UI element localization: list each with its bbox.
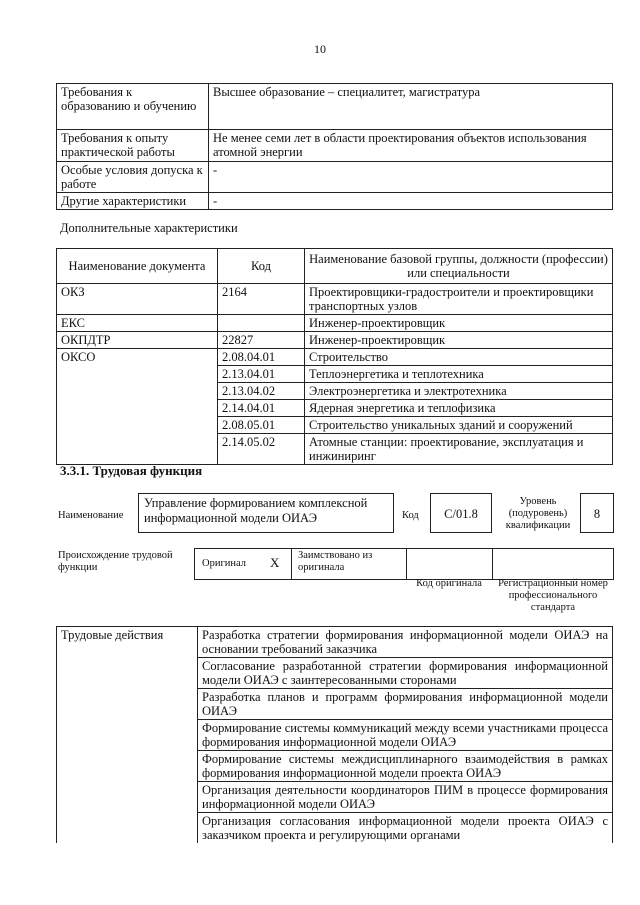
labour-actions-table (56, 626, 613, 843)
column-header: Наименование базовой группы, должности (профессии) или специальности (305, 249, 613, 284)
requirement-label: Особые условия допуска к работе (57, 162, 209, 193)
table-row (57, 315, 613, 332)
action-item: Разработка планов и программ формирования информационной модели ОИАЭ (198, 689, 613, 720)
name-cell: Ядерная энергетика и теплофизика (305, 400, 613, 417)
function-name-value: Управление формированием комплексной информационной модели ОИАЭ (144, 496, 368, 525)
code-label: Код (402, 510, 419, 521)
reg-number-label: Регистрационный номер профессионального стандарта (498, 578, 608, 613)
table-row (57, 84, 613, 130)
table-row (57, 349, 613, 366)
name-cell: Атомные станции: проектирование, эксплуатация и инжиниринг (305, 434, 613, 465)
name-cell: Теплоэнергетика и теплотехника (305, 366, 613, 383)
level-label: Уровень (подуровень) квалификации (505, 496, 571, 531)
table-row (57, 130, 613, 162)
code-original-box (406, 548, 492, 580)
function-heading: 3.3.1. Трудовая функция (60, 463, 203, 478)
requirement-label: Другие характеристики (57, 193, 209, 210)
additional-characteristics-table (56, 248, 613, 465)
function-code-value: C/01.8 (444, 507, 478, 521)
name-cell: Строительство (305, 349, 613, 366)
requirement-value: - (209, 193, 613, 210)
requirement-value: - (209, 162, 613, 193)
original-mark: X (270, 555, 280, 570)
action-item: Формирование системы коммуникаций между всеми участниками процесса формирования информационной модели ОИАЭ (198, 720, 613, 751)
name-cell: Проектировщики-градостроители и проектировщики транспортных узлов (305, 284, 613, 315)
table-header-row (57, 249, 613, 284)
action-item: Формирование системы междисциплинарного взаимодействия в рамках формирования информационной модели проекта ОИАЭ (198, 751, 613, 782)
action-item: Организация деятельности координаторов ПИМ в процессе формирования информационной модели ОИАЭ (198, 782, 613, 813)
borrowed-label: Заимствовано из оригинала (298, 550, 373, 573)
function-name-box (138, 493, 394, 533)
code-cell: 2.14.04.01 (218, 400, 305, 417)
requirement-label: Требования к образованию и обучению (57, 84, 209, 130)
page-number: 10 (314, 42, 326, 56)
doc-cell: ОКЗ (57, 284, 218, 315)
name-cell: Инженер-проектировщик (305, 332, 613, 349)
reg-number-box (492, 548, 614, 580)
name-label: Наименование (58, 510, 124, 521)
code-cell: 2.14.05.02 (218, 434, 305, 465)
table-row (57, 193, 613, 210)
origin-label: Происхождение трудовой функции (58, 550, 173, 573)
action-item: Организация согласования информационной модели проекта ОИАЭ с заказчиком проекта и регулирующими органами (198, 813, 613, 844)
code-cell: 2164 (218, 284, 305, 315)
doc-cell: ЕКС (57, 315, 218, 332)
name-cell: Электроэнергетика и электротехника (305, 383, 613, 400)
code-cell: 2.13.04.02 (218, 383, 305, 400)
column-header: Код (218, 249, 305, 284)
actions-label: Трудовые действия (57, 627, 198, 844)
name-cell: Инженер-проектировщик (305, 315, 613, 332)
requirement-value: Высшее образование – специалитет, магистратура (209, 84, 613, 130)
column-header: Наименование документа (57, 249, 218, 284)
code-cell: 22827 (218, 332, 305, 349)
code-original-label: Код оригинала (416, 578, 482, 589)
additional-characteristics-title: Дополнительные характеристики (60, 221, 238, 235)
level-box (580, 493, 614, 533)
doc-cell: ОКПДТР (57, 332, 218, 349)
requirement-value: Не менее семи лет в области проектирования объектов использования атомной энергии (209, 130, 613, 162)
table-row (57, 284, 613, 315)
doc-cell: ОКСО (57, 349, 218, 465)
table-row (57, 162, 613, 193)
function-code-box (430, 493, 492, 533)
code-cell (218, 315, 305, 332)
name-cell: Строительство уникальных зданий и сооружений (305, 417, 613, 434)
action-item: Разработка стратегии формирования информационной модели ОИАЭ на основании требований заказчика (198, 627, 613, 658)
original-label: Оригинал (202, 558, 246, 569)
code-cell: 2.13.04.01 (218, 366, 305, 383)
table-row (57, 627, 613, 658)
code-cell: 2.08.05.01 (218, 417, 305, 434)
table-row (57, 332, 613, 349)
code-cell: 2.08.04.01 (218, 349, 305, 366)
requirements-table (56, 83, 613, 210)
requirement-label: Требования к опыту практической работы (57, 130, 209, 162)
action-item: Согласование разработанной стратегии формирования информационной модели ОИАЭ с заинтересованными сторонами (198, 658, 613, 689)
level-value: 8 (593, 507, 601, 521)
